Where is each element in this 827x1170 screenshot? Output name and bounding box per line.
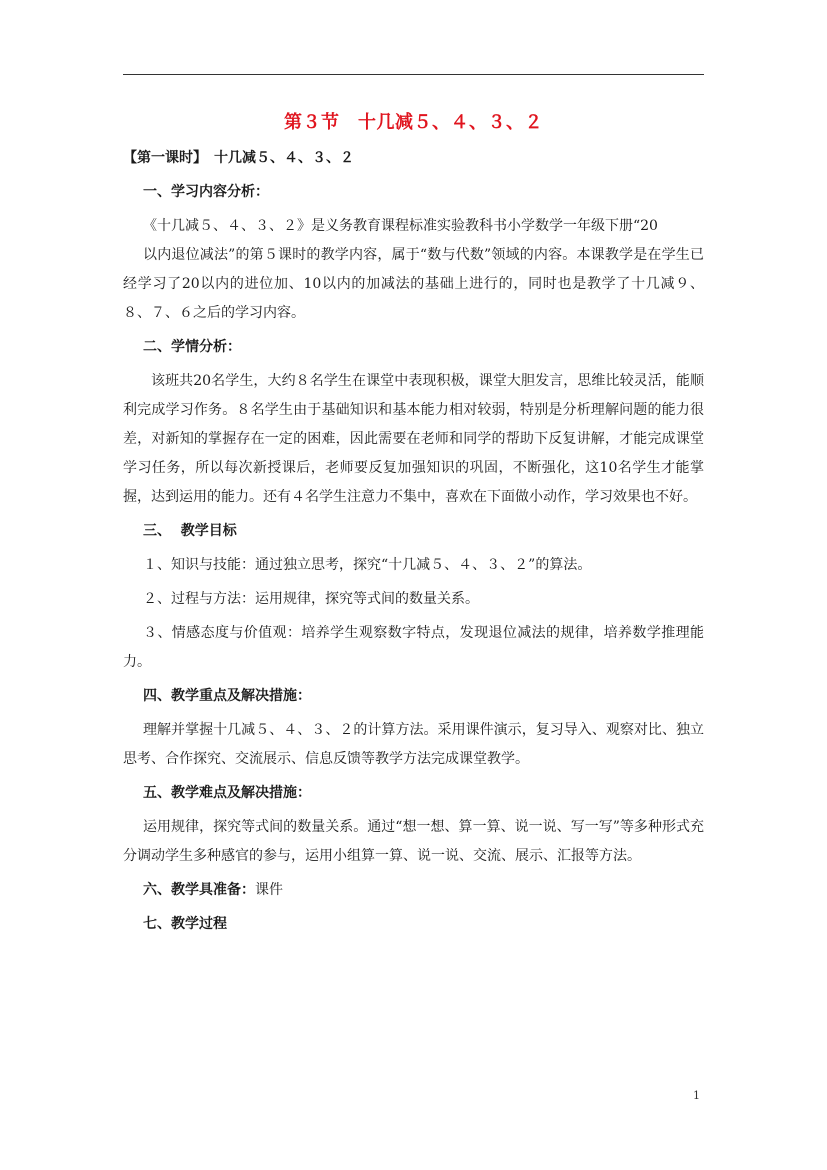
goal-item-2: ２、过程与方法：运用规律，探究等式间的数量关系。: [143, 591, 479, 607]
page-number: 1: [693, 1089, 700, 1102]
header-rule: [123, 74, 704, 75]
section-heading-key-points: 四、教学重点及解决措施：: [143, 688, 311, 704]
section-heading-teaching-goals: 三、 教学目标: [143, 523, 237, 539]
section-heading-teaching-aids: 六、教学具准备：: [143, 882, 255, 898]
goal-item-1: １、知识与技能：通过独立思考，探究“十几减５、４、３、２”的算法。: [143, 557, 592, 573]
section-heading-teaching-process: 七、教学过程: [143, 916, 227, 932]
section-teaching-aids: [123, 876, 704, 905]
section-heading-student-analysis: 二、学情分析：: [143, 339, 241, 355]
paragraph-student-analysis: 该班共20名学生，大约８名学生在课堂中表现积极，课堂大胆发言，思维比较灵活，能顺利完成学习作务。８名学生由于基础知识和基本能力相对较弱，特别是分析理解问题的能力很差，对新知的掌握存在一定的困难，因此需要在老师和同学的帮助下反复讲解，才能完成课堂学习任务，所以每次新授课后，老师要反复加强知识的巩固，不断强化，这10名学生才能掌握，达到运用的能力。还有４名学生注意力不集中，喜欢在下面做小动作，学习效果也不好。: [123, 373, 704, 505]
goal-item-3: ３、情感态度与价值观：培养学生观察数字特点，发现退位减法的规律，培养数学推理能力。: [123, 625, 704, 670]
paragraph-difficulties: 运用规律，探究等式间的数量关系。通过“想一想、算一算、说一说、写一写”等多种形式充分调动学生多种感官的参与，运用小组算一算、说一说、交流、展示、汇报等方法。: [123, 819, 704, 864]
teaching-aids-value: 课件: [255, 882, 283, 898]
paragraph-key-points: 理解并掌握十几减５、４、３、２的计算方法。采用课件演示，复习导入、观察对比、独立思考、合作探究、交流展示、信息反馈等教学方法完成课堂教学。: [123, 722, 704, 767]
section-heading-difficulties: 五、教学难点及解决措施：: [143, 785, 311, 801]
page-title: 第３节 十几减５、４、３、２: [284, 112, 543, 133]
paragraph-content-analysis-line1: 《十几减５、４、３、２》是义务教育课程标准实验教科书小学数学一年级下册“20: [143, 218, 658, 234]
document-body: [123, 144, 704, 944]
lesson-line: 【第一课时】 十几减５、４、３、２: [123, 150, 354, 166]
section-heading-content-analysis: 一、学习内容分析：: [143, 184, 269, 200]
paragraph-content-analysis: 以内退位减法”的第５课时的教学内容，属于“数与代数”领域的内容。本课教学是在学生已经学习了20以内的进位加、10以内的加减法的基础上进行的，同时也是教学了十几减９、８、７、６之后的学习内容。: [123, 247, 704, 321]
